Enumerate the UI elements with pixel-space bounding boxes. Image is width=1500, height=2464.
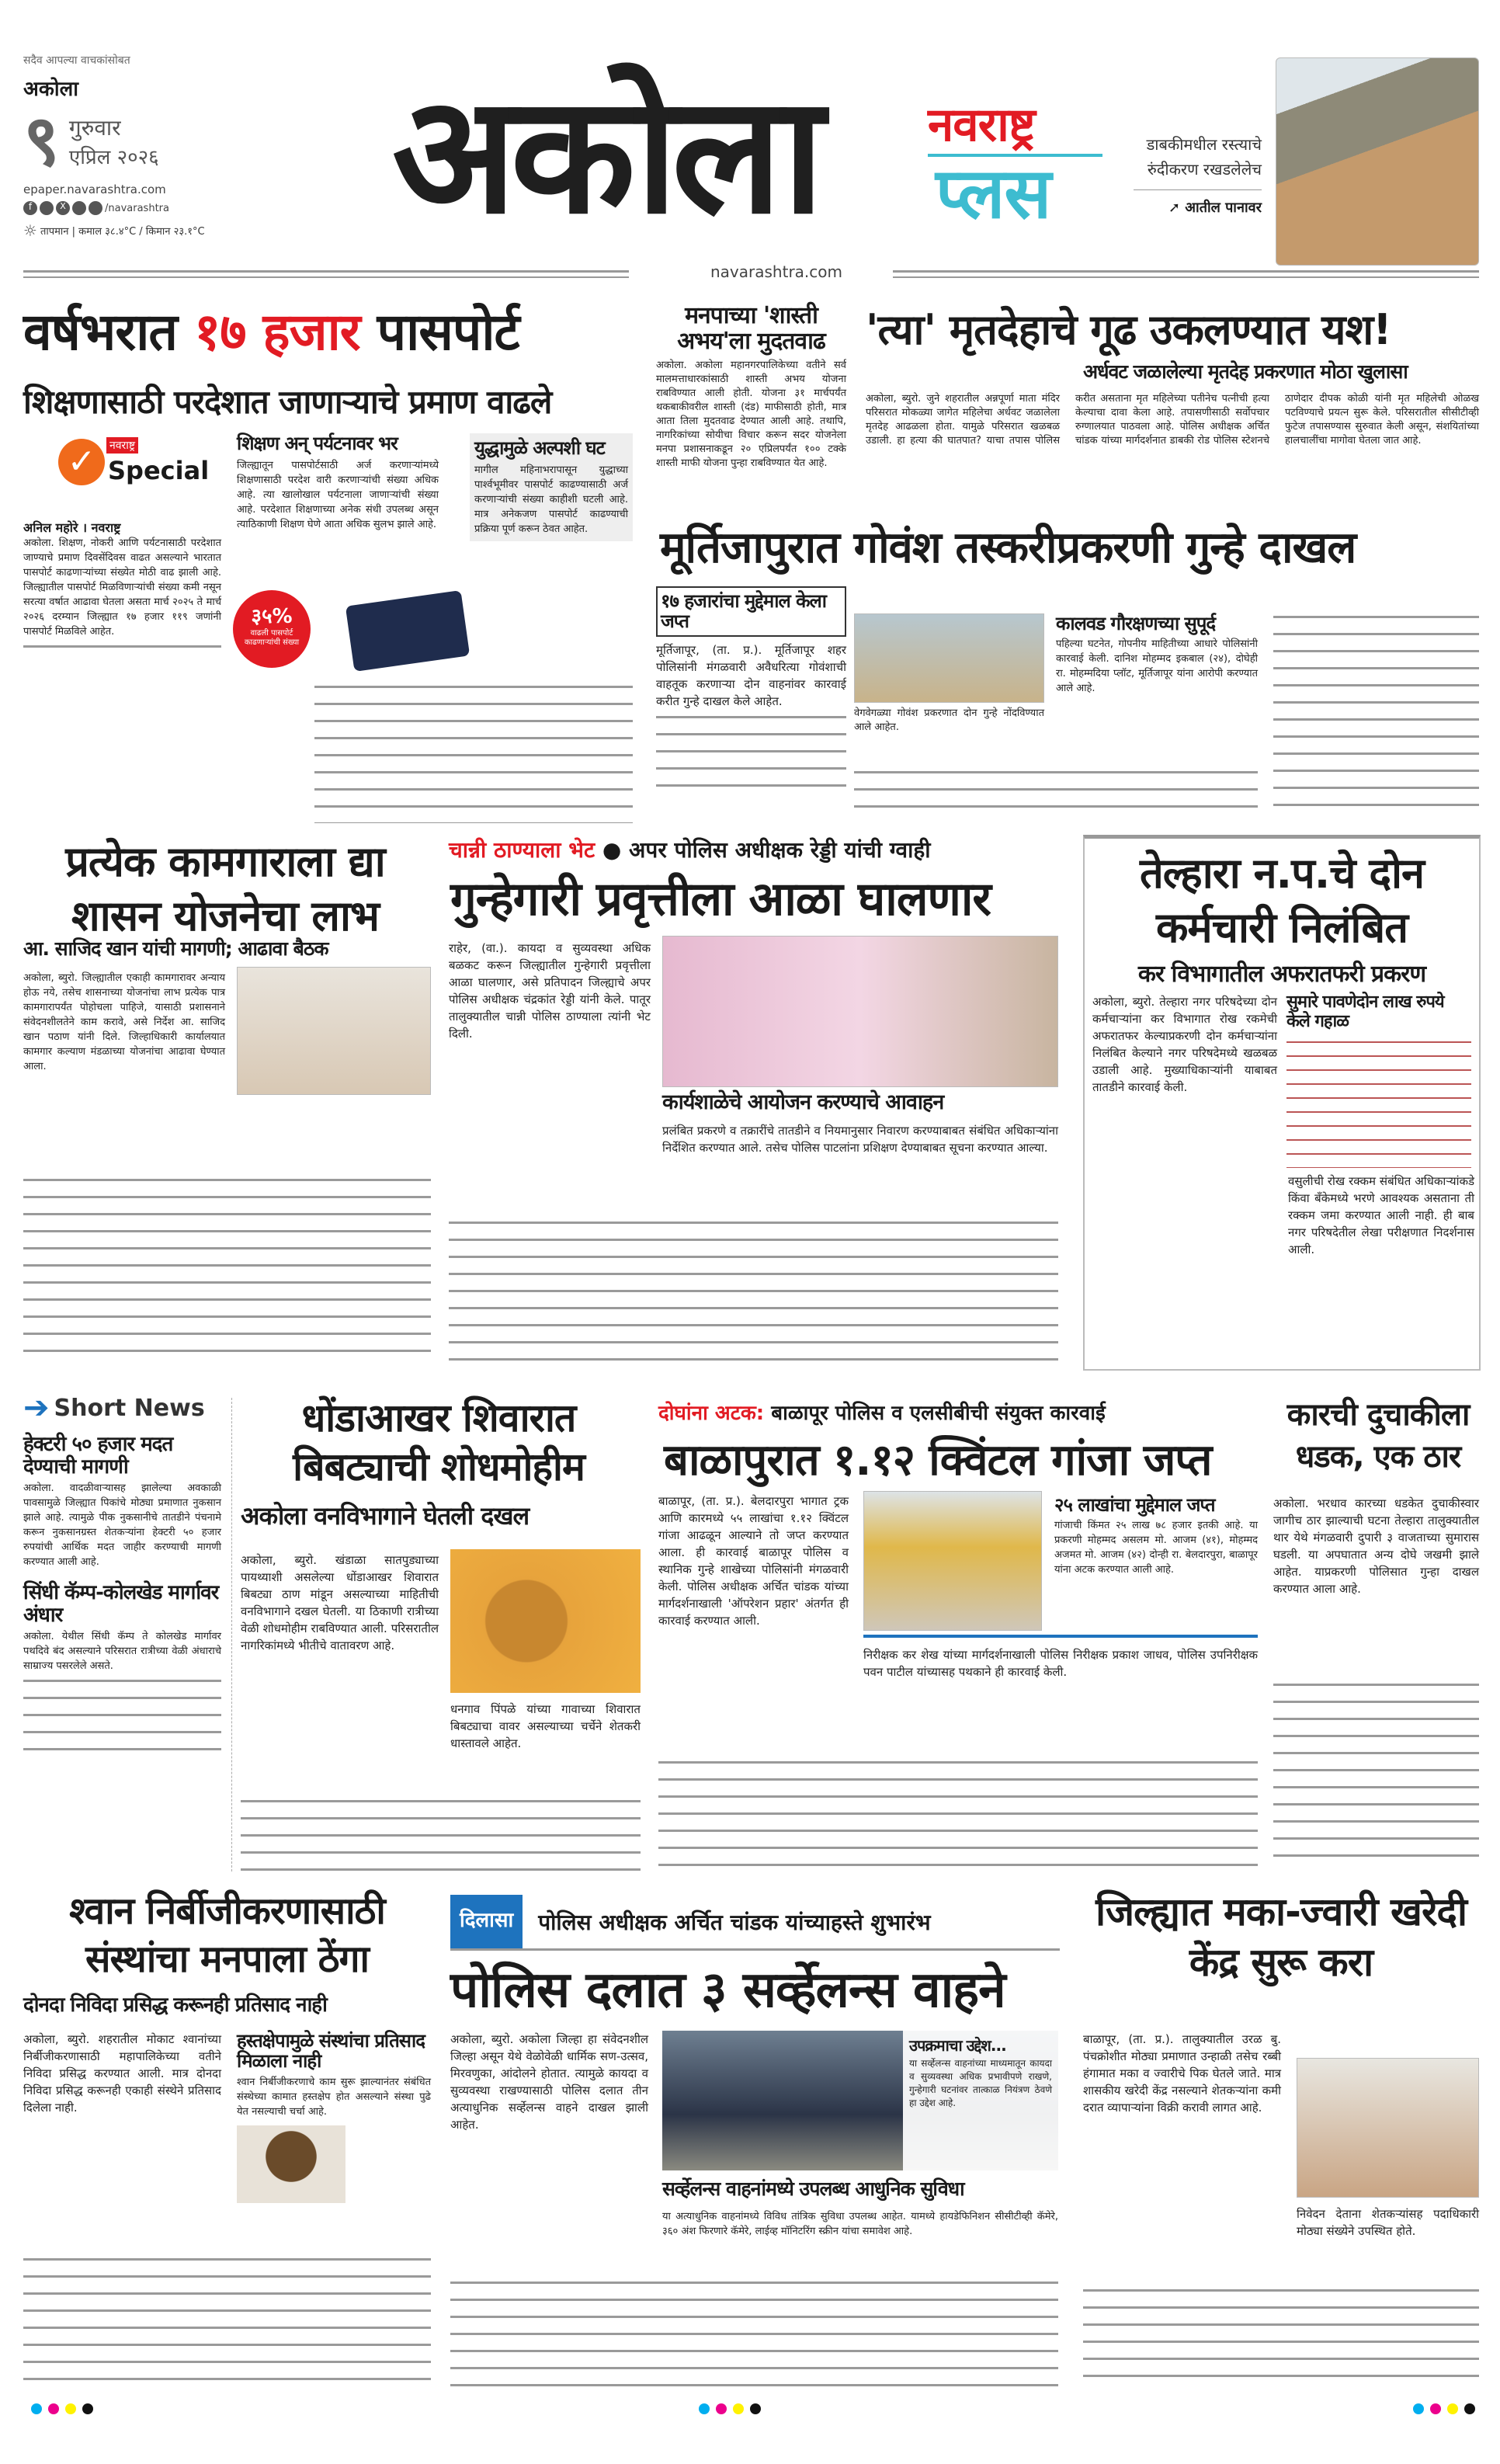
workers-subhead: आ. साजिद खान यांची मागणी; आढावा बैठक [23, 937, 328, 960]
crime-body2: प्रलंबित प्रकरणे व तक्रारींचे तातडीने व नियमानुसार निवारण करण्याबाबत संबंधित अधिकाऱ्यांना निर्देशित करण्यात आले. तसेच पोलिस पाटलांना प्रशिक्षण देण्याबाबत सूचना करण्यात आल्या. [662, 1124, 1058, 1155]
ganja-side-body: गांजाची किंमत २५ लाख ७८ हजार इतकी आहे. या प्रकरणी मोहम्मद असलम मो. आजम (४१), मोहम्मद अजमत मो. आजम (४२) दोन्ही रा. बेलदारपुरा, बाळापूर यांना अटक करण्यात आली आहे. [1054, 1520, 1258, 1576]
shasti-body: अकोला. अकोला महानगरपालिकेच्या वतीने सर्व मालमत्ताधारकांसाठी शास्ती अभय योजना राबविण्यात आली होती. योजना ३१ मार्चपर्यंत थकबाकीवरील शास्ती (दंड) माफीसाठी होती, मात्र आता तिला मुदतवाढ देण्यात आली आहे. तथापि, नागरिकांच्या सोयीचा विचार करून सदर योजनेला मनपा प्रशासनाकडून २० एप्रिलपर्यंत १०० टक्के शास्ती माफी योजना पुन्हा राबविण्यात येत आहे. [656, 360, 846, 469]
short-news-label: Short News [54, 1394, 205, 1422]
youtube-icon[interactable] [72, 201, 86, 215]
month-year: एप्रिल २०२६ [68, 146, 159, 169]
dogs-side-body: श्वान निर्बीजीकरणाचे काम सुरू झाल्यानंतर संबंधित संस्थेच्या कामात हस्तक्षेप होत असल्याने संस्था पुढे येत नसल्याची चर्चा आहे. [237, 2076, 431, 2118]
leopard-photo [450, 1549, 641, 1693]
ganja-body: बाळापूर, (ता. प्र.). बेलदारपुरा भागात ट्रक आणि कारमध्ये ५५ लाखांचा १.१२ क्विंटल गांजा आढळून आल्याने तो जप्त करण्यात आला. ही कारवाई बाळापूर पोलिस व स्थानिक गुन्हे शाखेच्या पोलिसांनी मंगळवारी केली. पोलिस अधीक्षक अर्चित चांडक यांच्या मार्गदर्शनाखाली 'ऑपरेशन प्रहार' अंतर्गत ही कारवाई करण्यात आली. [658, 1494, 849, 1628]
dogs-side-title: हस्तक्षेपामुळे संस्थांचा प्रतिसाद मिळाला नाही [237, 2030, 425, 2073]
website[interactable]: navarashtra.com [710, 262, 842, 281]
side2-body: मागील महिनाभरापासून युद्धाच्या पार्श्वभूमीवर पासपोर्ट काढण्यासाठी अर्ज करणाऱ्यांची संख्या काहीशी घटली आहे. मात्र अनेकजण पासपोर्ट काढण्याची प्रक्रिया पूर्ण करून ठेवत आहेत. [474, 464, 628, 536]
edition-city: अकोला [23, 78, 78, 101]
cattle-side-title: कालवड गौरक्षणच्या सुपूर्द [1056, 613, 1216, 634]
crime-caption: कार्यशाळेचे आयोजन करण्याचे आवाहन [662, 1090, 944, 1114]
shasti-headline: मनपाच्या 'शास्ती अभय'ला मुदतवाढ [677, 302, 825, 355]
registration-marks [699, 2403, 761, 2414]
headline-highlight: १७ हजार [193, 302, 360, 362]
short1-body: अकोला. वादळीवाऱ्यासह झालेल्या अवकाळी पावसामुळे जिल्ह्यात पिकांचे मोठ्या प्रमाणात नुकसान झाले आहे. त्यामुळे पीक नुकसानीचे तातडीने पंचनामे करून नुकसानग्रस्त शेतकऱ्यांना हेक्टरी ५० हजार रुपयांची आर्थिक मदत जाहीर करण्याची मागणी करण्यात आली आहे. [23, 1482, 221, 1569]
crime-headline: गुन्हेगारी प्रवृत्तीला आळा घालणार [450, 872, 991, 926]
short2-title: सिंधी कॅम्प-कोलखेड मार्गावर अंधार [23, 1581, 219, 1627]
ganja-headline: बाळापुरात १.१२ क्विंटल गांजा जप्त [664, 1435, 1212, 1486]
ganja-kicker [658, 1398, 1106, 1426]
masthead-title: अकोला [392, 60, 818, 250]
short-news [23, 1390, 221, 1751]
masthead-left [23, 53, 256, 240]
dog-photo [237, 2125, 345, 2203]
leopard-headline: धोंडाआखर शिवारात बिबट्याची शोधमोहीम [293, 1395, 585, 1489]
telhara-body2: वसुलीची रोख रक्कम संबंधित अधिकाऱ्यांकडे किंवा बँकेमध्ये भरणे आवश्यक असताना ती रक्कम जमा करण्यात आली नाही. ही बाब नगर परिषदेतील लेखा परीक्षणात निदर्शनास आली. [1288, 1173, 1474, 1256]
passport-byline: अनिल महोरे । नवराष्ट्र [23, 520, 121, 535]
passport-headline [23, 304, 519, 361]
ganja-side-title: २५ लाखांचा मुद्देमाल जप्त [1054, 1494, 1215, 1516]
registration-marks [1413, 2403, 1475, 2414]
headline-part: वर्षभरात [23, 302, 177, 362]
box-title: उपक्रमाचा उद्देश... [909, 2036, 1006, 2055]
registration-marks [31, 2403, 93, 2414]
accident-body: अकोला. भरधाव कारच्या धडकेत दुचाकीस्वार जागीच ठार झाल्याची घटना तेल्हारा तालुक्यातील थार येथे मंगळवारी दुपारी ३ वाजताच्या सुमारास घडली. या अपघातात अन्य दोघे जखमी झाले आहेत. याप्रकरणी पोलिसात गुन्हा दाखल करण्यात आला आहे. [1273, 1496, 1479, 1596]
leopard-subhead: अकोला वनविभागाने घेतली दखल [241, 1501, 530, 1531]
side1-title: शिक्षण अन् पर्यटनावर भर [237, 433, 398, 454]
special-top: नवराष्ट्र [106, 437, 138, 454]
brand-navarashtra: नवराष्ट्र [928, 98, 1035, 152]
short2-body: अकोला. येथील सिंधी कॅम्प ते कोलखेड मार्गावर पथदिवे बंद असल्याने परिसरात रात्रीच्या वेळी अंधाराचे साम्राज्य पसरलेले असते. [23, 1631, 221, 1673]
maize-photo [1297, 2058, 1479, 2198]
workers-body: अकोला, ब्युरो. जिल्ह्यातील एकाही कामगारावर अन्याय होऊ नये, तसेच शासनाच्या योजनांचा लाभ प्रत्येक पात्र कामगारापर्यंत पोहोचला पाहिजे, यासाठी प्रशासनाने संवेदनशीलतेने काम करावे, असे निर्देश आ. साजिद खान पठाण यांनी दिले. जिल्हाधिकारी कार्यालयात कामगार कल्याण मंडळाच्या योजनांचा आढावा घेण्यात आला. [23, 972, 225, 1072]
telhara-box [1083, 835, 1481, 1371]
cattle-photo [854, 613, 1044, 703]
epaper-link[interactable]: epaper.navarashtra.com [23, 182, 166, 196]
passport-body: अकोला. शिक्षण, नोकरी आणि पर्यटनासाठी परदेशात जाण्याचे प्रमाण दिवसेंदिवस वाढत असल्याने भारतात पासपोर्ट काढणाऱ्यांच्या संख्येत मोठी वाढ झाली आहे. जिल्ह्यातील पासपोर्ट मिळविणाऱ्यांची संख्या कमी नसून सरत्या वर्षात आढावा घेतला असता मार्च २०२५ ते मार्च २०२६ दरम्यान जिल्ह्यात १७ हजार ११९ जणांनी पासपोर्ट मिळविले आहेत. [23, 537, 221, 638]
body-case-headline: 'त्या' मृतदेहाचे गूढ उकलण्यात यश! [866, 305, 1391, 354]
special-logo [58, 431, 210, 509]
kicker-text: पोलिस अधीक्षक अर्चित चांडक यांच्याहस्ते शुभारंभ [538, 1909, 931, 1935]
telhara-sub2: सुमारे पावणेदोन लाख रुपये केले गहाळ [1286, 992, 1444, 1031]
kicker-red: दोघांना अटक: [658, 1402, 765, 1425]
maize-body2: निवेदन देताना शेतकऱ्यांसह पदाधिकारी मोठ्या संख्येने उपस्थित होते. [1297, 2207, 1479, 2238]
accident-headline: कारची दुचाकीला धडक, एक ठार [1286, 1397, 1470, 1475]
surveillance-body: अकोला, ब्युरो. अकोला जिल्हा हा संवेदनशील जिल्हा असून येथे वेळोवेळी धार्मिक सण-उत्सव, मिरवणुका, आंदोलने होतात. त्यामुळे कायदा व सुव्यवस्था राखण्यासाठी पोलिस दलात तीन अत्याधुनिक सर्व्हेलन्स वाहने दाखल झाली आहेत. [450, 2032, 648, 2132]
kicker-text: अपर पोलिस अधीक्षक रेड्डी यांची ग्वाही [629, 837, 931, 863]
special-label: Special [108, 456, 210, 485]
dogs-body: अकोला, ब्युरो. शहरातील मोकाट श्वानांच्या निर्बीजीकरणासाठी महापालिकेच्या वतीने निविदा प्रसिद्ध करण्यात आली. मात्र दोनदा निविदा प्रसिद्ध करूनही एकाही संस्थेने प्रतिसाद दिलेला नाही. [23, 2032, 221, 2115]
body-case-body: अकोला, ब्युरो. जुने शहरातील अन्नपूर्णा माता मंदिर परिसरात मोकळ्या जागेत महिलेचा अर्धवट जळालेला मृतदेह आढळला होता. यामुळे परिसरात खळबळ उडाली. हा हत्या की घातपात? याचा तपास पोलिस करीत असताना मृत महिलेच्या पतीनेच पत्नीची हत्या केल्याचा दावा केला आहे. तपासणीसाठी सर्वोपचार रुग्णालयात पाठवला आहे. पोलिस अधीक्षक अर्चित चांडक यांच्या मार्गदर्शनात डाबकी रोड पोलिस स्टेशनचे ठाणेदार दीपक कोळी यांनी मृत महिलेची ओळख पटविण्याचे प्रयत्न सुरू केले. परिसरातील सीसीटीव्ही फुटेज तपासण्यास सुरुवात केली असून, संशयितांच्या हालचालींचा मागोवा घेतला जात आहे. [866, 393, 1479, 447]
leopard-body: अकोला, ब्युरो. खंडाळा सातपुड्याच्या पायथ्याशी असलेल्या धोंडाआखर शिवारात बिबट्या ठाण मांडून असल्याच्या माहितीची वनविभागाने दखल घेतली. या ठिकाणी रात्रीच्या वेळी शोधमोहीम राबविण्यात आली. परिसरातील नागरिकांमध्ये भीतीचे वातावरण आहे. [241, 1553, 439, 1653]
arrow-icon: ➔ [23, 1390, 50, 1426]
surveillance-sub: सर्व्हेलन्स वाहनांमध्ये उपलब्ध आधुनिक सुविधा [662, 2177, 964, 2200]
brand-plus: प्लस [936, 153, 1051, 235]
weekday: गुरुवार [68, 115, 121, 141]
leopard-body2: धनगाव पिंपळे यांच्या गावाच्या शिवारात बिबट्याचा वावर असल्याच्या चर्चेने शेतकरी धास्तावले आहेत. [450, 1702, 641, 1750]
social-handle: /navarashtra [105, 202, 169, 214]
tagline: सदैव आपल्या वाचकांसोबत [23, 54, 130, 67]
telhara-body: अकोला, ब्युरो. तेल्हारा नगर परिषदेच्या दोन कर्मचाऱ्यांना कर विभागात रोख रकमेची अफरातफर केल्याप्रकरणी दोन कर्मचाऱ्यांना निलंबित केल्याने नगर परिषदेमध्ये खळबळ उडाली आहे. मुख्याधिकाऱ्यांनी याबाबत तातडीने कारवाई केली. [1092, 995, 1277, 1095]
surveillance-sub-body: या अत्याधुनिक वाहनांमध्ये विविध तांत्रिक सुविधा उपलब्ध आहेत. यामध्ये हायडेफिनिशन सीसीटीव्ही कॅमेरे, ३६० अंश फिरणारे कॅमेरे, लाईव्ह मॉनिटरिंग स्क्रीन यांचा समावेश आहे. [662, 2211, 1058, 2237]
kicker-red: चान्नी ठाण्याला भेट [449, 837, 595, 863]
maize-headline: जिल्ह्यात मका-ज्वारी खरेदी केंद्र सुरू करा [1095, 1889, 1467, 1985]
crime-photo [662, 936, 1058, 1087]
body-case-subhead: अर्धवट जळालेल्या मृतदेह प्रकरणात मोठा खुलासा [1083, 360, 1408, 383]
cattle-body: मूर्तिजापूर, (ता. प्र.). मूर्तिजापूर शहर पोलिसांनी मंगळवारी अवैधरित्या गोवंशाची वाहतूक करणाऱ्या दोन वाहनांवर कारवाई करीत गुन्हे दाखल केले आहेत. [656, 642, 846, 708]
kicker-text: बाळापूर पोलिस व एलसीबीची संयुक्त कारवाई [771, 1402, 1106, 1425]
badge-pct: ३५% [251, 605, 293, 628]
cattle-sub: १७ हजारांचा मुद्देमाल केला जप्त [656, 586, 846, 637]
linkedin-icon[interactable] [89, 201, 102, 215]
cattle-headline: मूर्तिजापुरात गोवंश तस्करीप्रकरणी गुन्हे दाखल [660, 523, 1356, 573]
ganja-photo [863, 1491, 1042, 1631]
pct-badge [233, 590, 311, 668]
instagram-icon[interactable] [40, 201, 54, 215]
crime-kicker: चान्नी ठाण्याला भेट ● अपर पोलिस अधीक्षक रेड्डी यांची ग्वाही [449, 837, 931, 863]
teaser-headline: डाबकीमधील रस्त्याचे रुंदीकरण रखडलेलेच [1146, 135, 1262, 179]
badge-text: वाढली पासपोर्ट काढणाऱ्यांची संख्या [244, 629, 300, 647]
short1-title: हेक्टरी ५० हजार मदत देण्याची मागणी [23, 1433, 173, 1479]
workers-photo [237, 967, 431, 1095]
teaser-page: आतील पानावर [1185, 200, 1262, 216]
box-body: या सर्व्हेलन्स वाहनांच्या माध्यमातून कायदा व सुव्यवस्था अधिक प्रभावीपणे राखणे, गुन्हेगारी घटनांवर तात्काळ नियंत्रण ठेवणे हा उद्देश आहे. [909, 2058, 1052, 2108]
x-icon[interactable]: X [56, 201, 70, 215]
telhara-headline: तेल्हारा न.प.चे दोन कर्मचारी निलंबित [1140, 849, 1424, 953]
telhara-subhead: कर विभागातील अफरातफरी प्रकरण [1137, 961, 1426, 989]
kicker-tag: दिलासा [450, 1895, 523, 1950]
surveillance-photo [662, 2031, 1058, 2170]
weather-icon: ☼ [23, 221, 37, 240]
cattle-side-body: पहिल्या घटनेत, गोपनीय माहितीच्या आधारे पोलिसांनी कारवाई केली. दानिश मोहम्मद इकबाल (२४), दोघेही रा. मोहम्मदिया प्लॉट, मूर्तिजापूर यांना आरोपी करण्यात आले आहे. [1056, 638, 1258, 695]
cattle-caption: वेगवेगळ्या गोवंश प्रकरणात दोन गुन्हे नोंदविण्यात आले आहेत. [854, 707, 1044, 733]
surveillance-headline: पोलिस दलात ३ सर्व्हेलन्स वाहने [450, 1962, 1005, 2019]
workers-headline: प्रत्येक कामगाराला द्या शासन योजनेचा लाभ [65, 837, 385, 941]
check-icon: ✓ [58, 439, 105, 485]
passport-subhead: शिक्षणासाठी परदेशात जाणाऱ्याचे प्रमाण वाढले [23, 383, 552, 421]
teaser-photo [1276, 57, 1479, 266]
facebook-icon[interactable]: f [23, 201, 37, 215]
dogs-subhead: दोनदा निविदा प्रसिद्ध करूनही प्रतिसाद नाही [23, 1993, 327, 2017]
ganja-body2: निरीक्षक कर शेख यांच्या मार्गदर्शनाखाली पोलिस निरीक्षक प्रकाश जाधव, पोलिस उपनिरीक्षक पवन पाटील यांच्यासह पथकाने ही कारवाई केली. [863, 1648, 1258, 1679]
page-arrow-icon: ➚ [1168, 200, 1186, 216]
dogs-headline: श्वान निर्बीजीकरणासाठी संस्थांचा मनपाला ठेंगा [69, 1889, 385, 1982]
weather-text: तापमान | कमाल ३८.४°C / किमान २३.१°C [40, 226, 205, 238]
surveillance-kicker [450, 1895, 1060, 1951]
teaser[interactable] [1134, 132, 1262, 217]
side2-title: युद्धामुळे अल्पशी घट [474, 437, 605, 459]
maize-body: बाळापूर, (ता. प्र.). तालुक्यातील उरळ बु. पंचक्रोशीत मोठ्या प्रमाणात उन्हाळी तसेच रब्बी हंगामात मका व ज्वारीचे पिक घेतले जाते. मात्र शासकीय खरेदी केंद्र नसल्याने शेतकऱ्यांना कमी दरात व्यापाऱ्यांना विक्री करावी लागत आहे. [1083, 2032, 1281, 2115]
day-number: ९ [23, 100, 60, 182]
passport-photo [345, 590, 470, 672]
headline-part: पासपोर्ट [377, 302, 519, 362]
crime-body: राहेर, (वा.). कायदा व सुव्यवस्था अधिक बळकट करून जिल्ह्यातील गुन्हेगारी प्रवृत्तीला आळा घालणार, असे प्रतिपादन जिल्ह्याचे अपर पोलिस अधीक्षक चंद्रकांत रेड्डी यांनी केले. पातूर तालुक्यातील चान्नी पोलिस ठाण्याला त्यांनी भेट दिली. [449, 941, 651, 1041]
side1-body: जिल्ह्यातून पासपोर्टसाठी अर्ज करणाऱ्यांमध्ये शिक्षणासाठी परदेश वारी करणाऱ्यांची संख्या अधिक आहे. त्या खालोखाल पर्यटनाला जाणाऱ्यांची संख्या आहे. परदेशात शिक्षणाच्या अनेक संधी उपलब्ध असून त्याठिकाणी शिक्षण घेणे आता अधिक सुलभ झाले आहे. [237, 460, 439, 531]
